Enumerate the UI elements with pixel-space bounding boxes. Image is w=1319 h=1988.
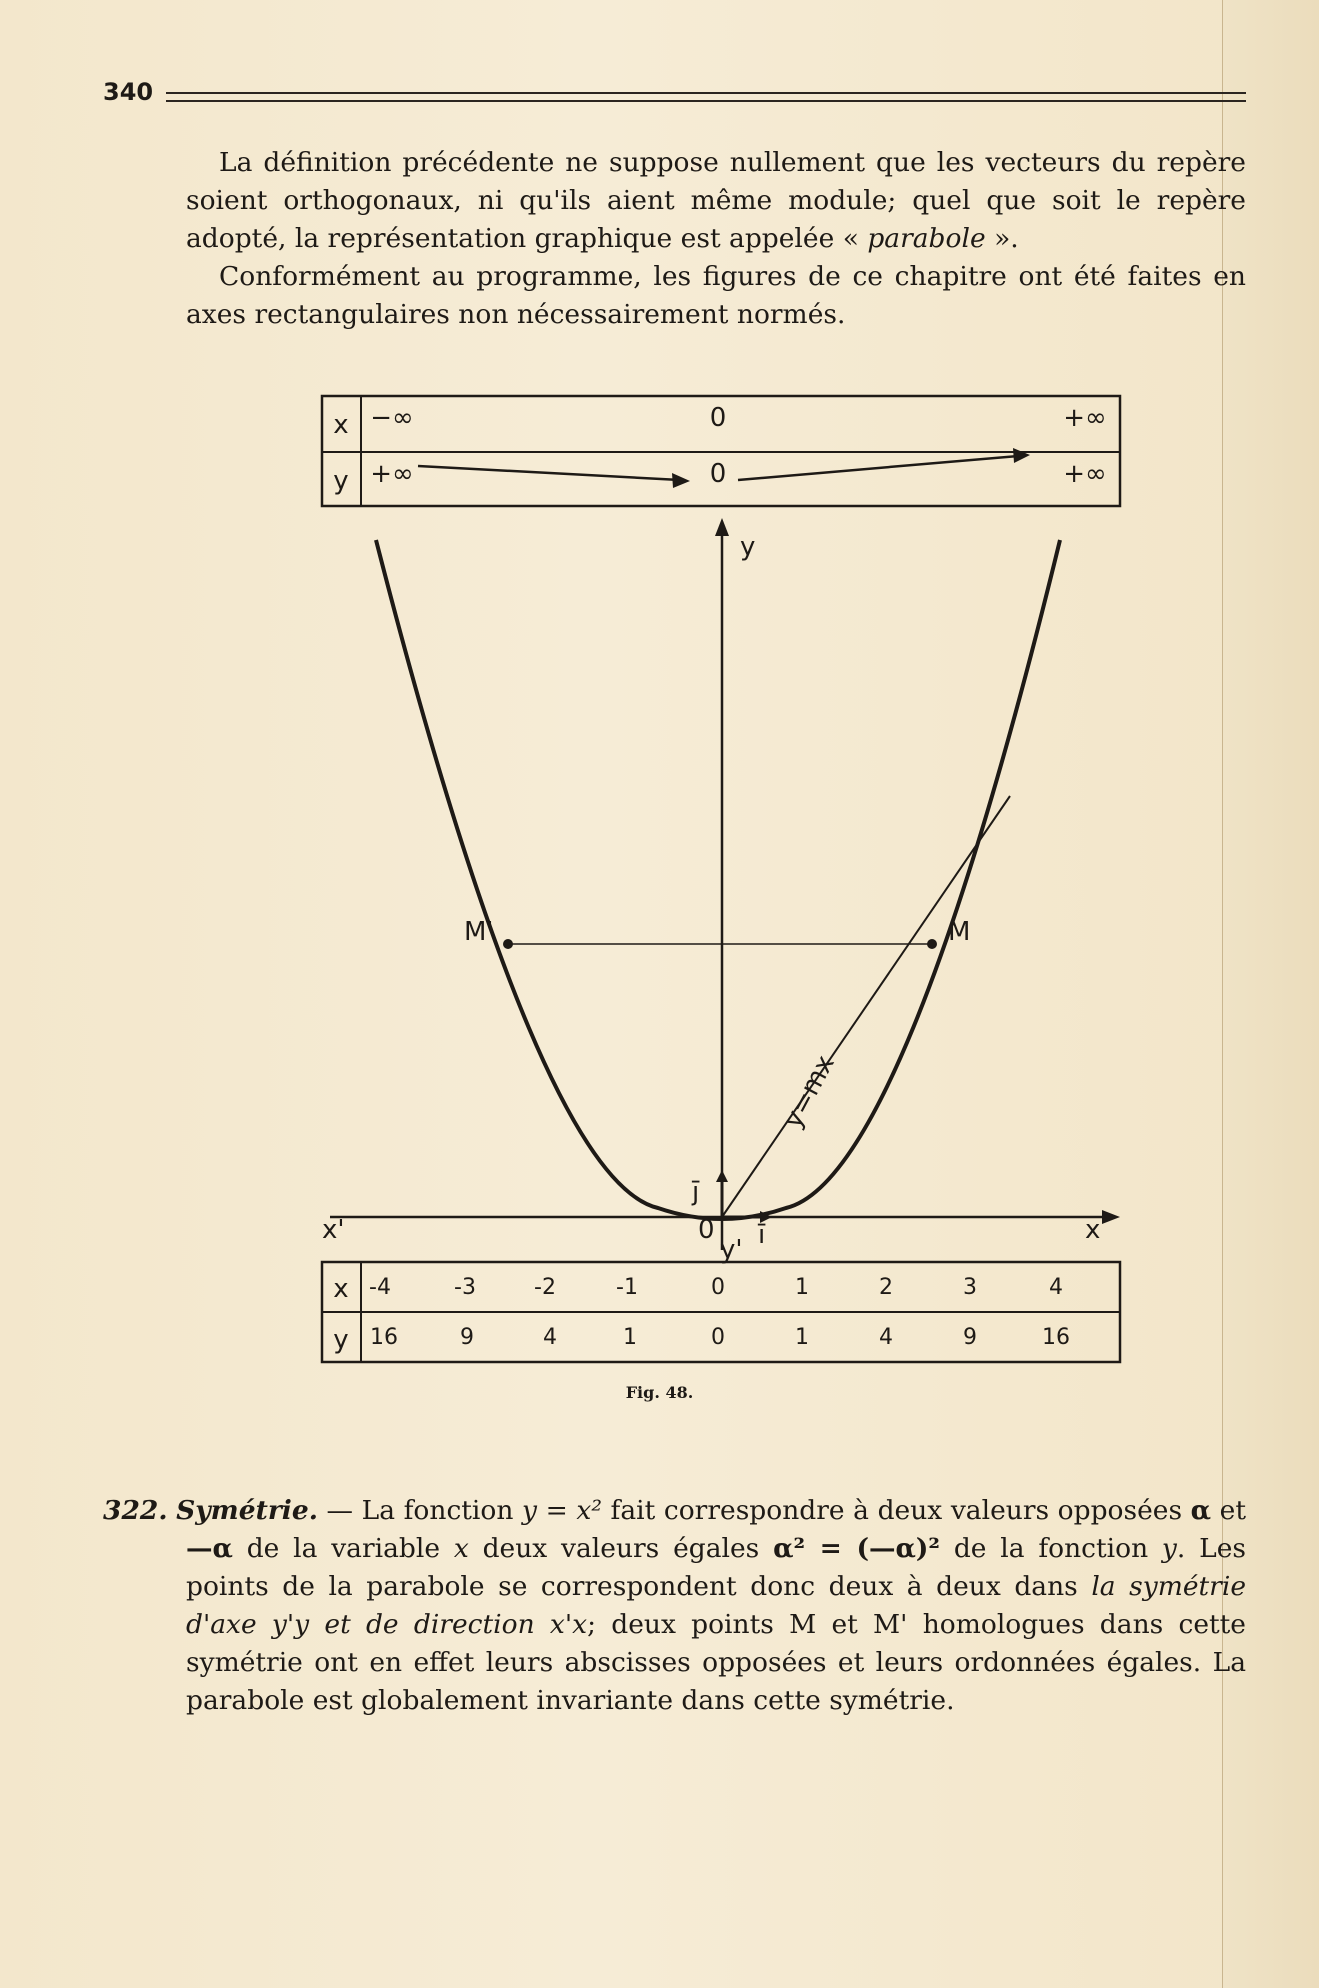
point-m-prime [503, 939, 513, 949]
origin-label: 0 [698, 1215, 715, 1245]
values-x-cell: 1 [795, 1275, 809, 1300]
x-axis-label: x [1085, 1215, 1101, 1245]
point-m [927, 939, 937, 949]
point-m-prime-label: M' [464, 917, 494, 947]
section-322 [103, 1492, 1246, 1720]
i-vector-label: ī [758, 1220, 766, 1250]
figure-caption: Fig. 48. [625, 1383, 694, 1402]
y-axis-label: y [740, 532, 756, 562]
page-number: 340 [103, 78, 154, 106]
variation-y-value: +∞ [1063, 459, 1107, 489]
values-x-cell: 4 [1049, 1275, 1063, 1300]
values-x-cell: -4 [369, 1275, 391, 1300]
values-x-cell: -3 [454, 1275, 476, 1300]
variation-x-value: +∞ [1063, 403, 1107, 433]
values-y-cell: 9 [460, 1325, 474, 1350]
y-prime-label: y' [720, 1235, 743, 1265]
values-y-cell: 1 [623, 1325, 637, 1350]
values-y-cell: 16 [370, 1325, 398, 1350]
variation-y-value: 0 [709, 459, 727, 489]
intro-paragraph-1: La définition précédente ne suppose nullement que les vecteurs du repère soient orthogonaux, ni qu'ils aient même module; quel que soit le repère adopté, la représentation graphique est appelée « parabole ». [186, 147, 1246, 254]
values-x-cell: 3 [963, 1275, 977, 1300]
variation-y-label: y [333, 466, 349, 496]
point-m-label: M [948, 917, 971, 947]
j-vector-label: j̄ [692, 1177, 700, 1207]
variation-x-value: 0 [709, 403, 727, 433]
values-y-cell: 4 [879, 1325, 893, 1350]
section-number: 322. [103, 1495, 168, 1526]
values-x-label: x [333, 1274, 349, 1304]
values-table [322, 1262, 1120, 1362]
values-y-cell: 9 [963, 1325, 977, 1350]
line-y-mx [722, 796, 1010, 1217]
parabola-curve [376, 540, 1060, 1219]
variation-x-label: x [333, 410, 349, 440]
values-x-cell: 2 [879, 1275, 893, 1300]
section-title: Symétrie. [176, 1495, 318, 1526]
increasing-arrow [738, 456, 1018, 480]
intro-paragraph-2: Conformément au programme, les figures de ce chapitre ont été faites en axes rectangulaires non nécessairement normés. [186, 261, 1246, 330]
variation-x-value: −∞ [370, 403, 414, 433]
values-x-cell: -1 [616, 1275, 638, 1300]
values-y-label: y [333, 1325, 349, 1355]
axes [322, 518, 1120, 1265]
variation-y-value: +∞ [370, 459, 414, 489]
values-x-cell: -2 [534, 1275, 556, 1300]
variation-table [322, 396, 1120, 506]
values-x-cell: 0 [711, 1275, 725, 1300]
line-y-mx-label: y=mx [777, 1050, 841, 1134]
values-y-cell: 1 [795, 1325, 809, 1350]
x-prime-label: x' [322, 1215, 345, 1245]
section-paragraph: 322. Symétrie. — La fonction y = x² fait correspondre à deux valeurs opposées α et —α de la variable x deux valeurs égales α² = (—α)² de la fonction y. Les points de la parabole se correspondent donc deux à deux dans la symétrie d'axe y'y et de direction x'x; deux points M et M' homologues dans cette symétrie ont en effet leurs abscisses opposées et leurs ordonnées égales. La parabole est globalement invariante dans cette symétrie. [103, 1495, 1247, 1716]
values-y-cell: 16 [1042, 1325, 1070, 1350]
values-y-cell: 0 [711, 1325, 725, 1350]
values-y-cell: 4 [543, 1325, 557, 1350]
decreasing-arrow [418, 466, 680, 480]
